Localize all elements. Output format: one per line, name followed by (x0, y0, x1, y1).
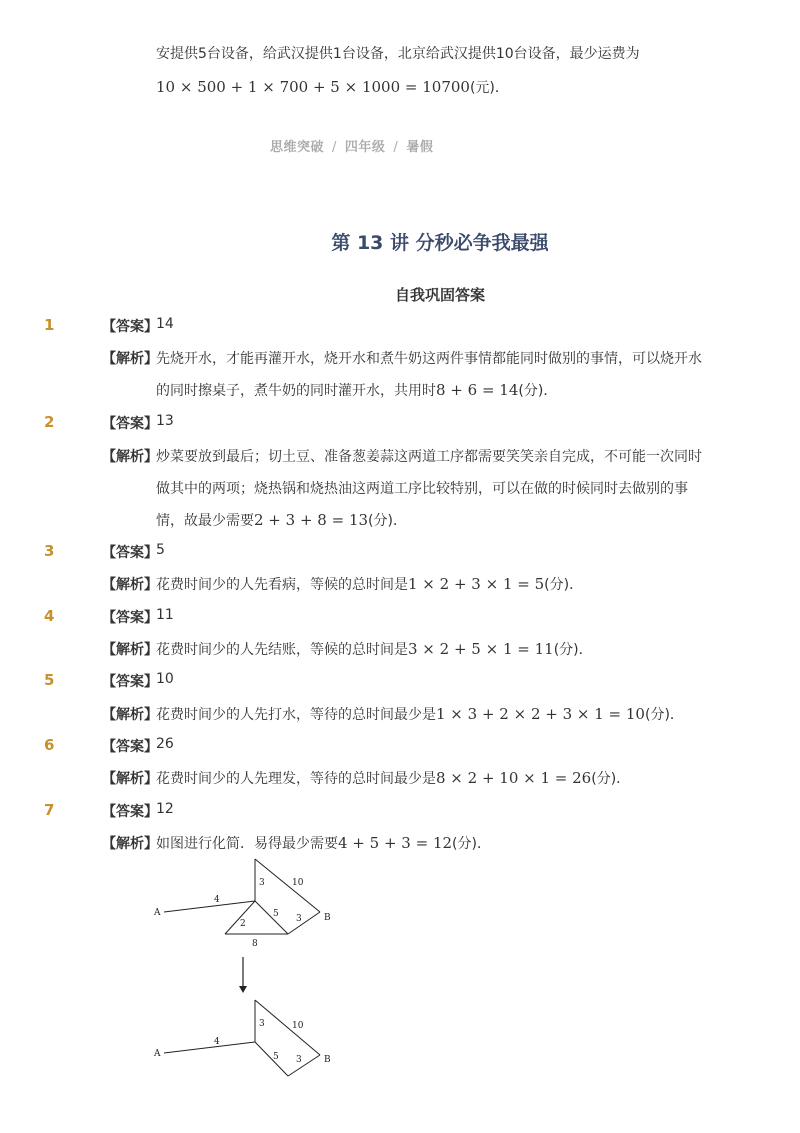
analysis-math: 3 × 2 + 5 × 1 = 11 (408, 640, 554, 658)
analysis-tail: (分)． (452, 836, 491, 852)
edge-label: 3 (296, 914, 302, 924)
edge-label: 4 (214, 1037, 220, 1047)
analysis-text: 的同时擦桌子，煮牛奶的同时灌开水，共用时 (156, 383, 436, 399)
analysis-line (156, 380, 557, 400)
analysis-tag: 【解析】 (102, 836, 158, 852)
analysis-tail: (分)． (644, 707, 684, 723)
breadcrumb (270, 136, 433, 155)
analysis-text: 花费时间少的人先打水，等待的总时间最少是 (156, 707, 436, 723)
answer-tag: 【答案】 (102, 416, 158, 432)
analysis-tag: 【解析】 (102, 577, 158, 593)
analysis-line (156, 639, 593, 659)
answer-value: 5 (156, 542, 165, 558)
down-arrow (239, 957, 247, 993)
answer-tag: 【答案】 (102, 610, 158, 626)
node-label-a: A (154, 908, 161, 918)
analysis-line (156, 768, 630, 788)
analysis-math: 8 × 2 + 10 × 1 = 26 (436, 769, 592, 787)
edge-label: 2 (240, 919, 246, 929)
analysis-text: 情，故最少需要 (156, 513, 254, 529)
edge-hub-to-mid (255, 901, 288, 934)
answer-value: 10 (156, 671, 174, 687)
analysis-tag: 【解析】 (102, 707, 158, 723)
analysis-line (156, 510, 407, 530)
analysis-tail: (分)． (368, 513, 407, 529)
prev-text-line-1: 安提供5台设备，给武汉提供1台设备，北京给武汉提供10台设备，最少运费为 (156, 46, 640, 62)
edge-label: 10 (292, 1021, 304, 1031)
question-number: 6 (44, 736, 55, 754)
breadcrumb-item-1: 思维突破 (270, 140, 325, 155)
breadcrumb-sep: / (393, 140, 399, 155)
analysis-text: 花费时间少的人先理发，等待的总时间最少是 (156, 771, 436, 787)
node-label-b: B (324, 913, 331, 923)
analysis-math: 8 + 6 = 14 (436, 381, 519, 399)
edge-mid-to-b (288, 912, 320, 934)
page-title: 第 13 讲 分秒必争我最强 (331, 232, 549, 254)
question-number: 2 (44, 413, 55, 431)
analysis-text: 花费时间少的人先结账，等候的总时间是 (156, 642, 408, 658)
analysis-tag: 【解析】 (102, 449, 158, 465)
edge-label: 5 (273, 1052, 279, 1062)
analysis-math: 1 × 2 + 3 × 1 = 5 (408, 575, 545, 593)
question-number: 5 (44, 671, 55, 689)
analysis-tail: (分)． (518, 383, 558, 399)
answer-tag: 【答案】 (102, 739, 158, 755)
analysis-math: 4 + 5 + 3 = 12 (338, 834, 453, 852)
answer-value: 12 (156, 801, 174, 817)
analysis-tag: 【解析】 (102, 351, 158, 367)
edge-label: 3 (259, 878, 265, 888)
analysis-tail: (分)． (553, 642, 593, 658)
answer-tag: 【答案】 (102, 319, 158, 335)
analysis-line: 做其中的两项；烧热锅和烧热油这两道工序比较特别，可以在做的时候同时去做别的事 (156, 481, 688, 497)
edge-hub-to-mid (255, 1042, 288, 1076)
edge-label: 10 (292, 878, 304, 888)
analysis-tail: (分)． (544, 577, 584, 593)
breadcrumb-sep: / (332, 140, 337, 155)
analysis-line (156, 574, 583, 594)
analysis-text: 如图进行化简．易得最少需要 (156, 836, 338, 852)
analysis-math: 2 + 3 + 8 = 13 (254, 511, 369, 529)
answer-tag: 【答案】 (102, 804, 158, 820)
prev-tail: (元)． (469, 80, 509, 96)
edge-top-to-b (255, 1000, 320, 1055)
prev-math: 10 × 500 + 1 × 700 + 5 × 1000 = 10700 (156, 78, 470, 96)
question-number: 1 (44, 316, 55, 334)
question-number: 4 (44, 607, 55, 625)
edge-a-to-hub (164, 901, 255, 912)
edge-hub-to-low (225, 901, 255, 934)
question-number: 7 (44, 801, 55, 819)
analysis-line: 先烧开水，才能再灌开水，烧开水和煮牛奶这两件事情都能同时做别的事情，可以烧开水 (156, 351, 702, 367)
edge-label: 5 (273, 909, 279, 919)
network-diagram (140, 850, 360, 1090)
edge-label: 8 (252, 939, 258, 949)
edge-label: 4 (214, 895, 220, 905)
node-label-b: B (324, 1055, 331, 1065)
breadcrumb-item-3: 暑假 (406, 140, 434, 155)
edge-a-to-hub (164, 1042, 255, 1053)
answer-value: 13 (156, 413, 174, 429)
analysis-line (156, 704, 684, 724)
analysis-tail: (分)． (591, 771, 631, 787)
analysis-math: 1 × 3 + 2 × 2 + 3 × 1 = 10 (436, 705, 645, 723)
edge-mid-to-b (288, 1055, 320, 1076)
question-number: 3 (44, 542, 55, 560)
analysis-line: 炒菜要放到最后；切土豆、准备葱姜蒜这两道工序都需要笑笑亲自完成，不可能一次同时 (156, 449, 702, 465)
breadcrumb-item-2: 四年级 (344, 140, 386, 155)
analysis-text: 花费时间少的人先看病，等候的总时间是 (156, 577, 408, 593)
answer-value: 11 (156, 607, 174, 623)
prev-text-line-2 (156, 77, 509, 98)
answer-tag: 【答案】 (102, 545, 158, 561)
analysis-tag: 【解析】 (102, 771, 158, 787)
node-label-a: A (154, 1049, 161, 1059)
analysis-tag: 【解析】 (102, 642, 158, 658)
section-subtitle: 自我巩固答案 (394, 286, 485, 304)
answer-value: 14 (156, 316, 174, 332)
edge-label: 3 (296, 1055, 302, 1065)
edge-top-to-b (255, 859, 320, 912)
edge-label: 3 (259, 1019, 265, 1029)
answer-tag: 【答案】 (102, 674, 158, 690)
answer-value: 26 (156, 736, 174, 752)
